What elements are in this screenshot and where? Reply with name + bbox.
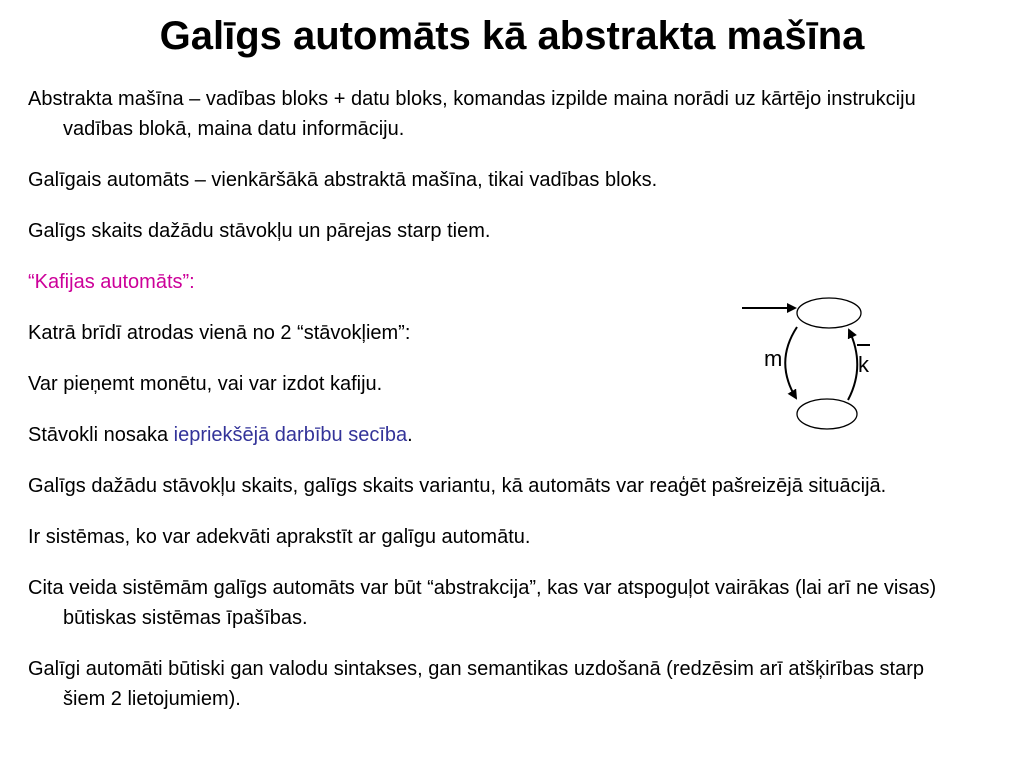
slide-title: Galīgs automāts kā abstrakta mašīna — [159, 14, 865, 58]
highlight-previous-sequence: iepriekšējā darbību secība — [173, 424, 408, 446]
paragraph-states-transitions: Galīgs skaits dažādu stāvokļu un pārejas starp tiem. — [28, 220, 491, 242]
transition-m-arrow — [785, 327, 797, 398]
state-bottom — [797, 399, 857, 429]
paragraph-systems: Ir sistēmas, ko var adekvāti aprakstīt ar galīgu automātu. — [28, 526, 531, 548]
paragraph-accept-coin: Var pieņemt monētu, vai var izdot kafiju. — [28, 373, 383, 395]
transition-k-arrow — [848, 330, 857, 400]
state-top — [797, 298, 861, 328]
paragraph-finite-automaton: Galīgais automāts – vienkāršākā abstraktā mašīna, tikai vadības bloks. — [28, 169, 658, 191]
paragraph-abstraction: Cita veida sistēmām galīgs automāts var būt “abstrakcija”, kas var atspoguļot vairākas (lai arī ne visas) būtiskas sistēmas īpašības. — [28, 577, 937, 629]
paragraph-finite-variants: Galīgs dažādu stāvokļu skaits, galīgs skaits variantu, kā automāts var reaģēt pašreizējā situācijā. — [28, 475, 887, 497]
paragraph-coffee-machine: “Kafijas automāts”: — [28, 271, 195, 293]
paragraph-syntax-semantics: Galīgi automāti būtiski gan valodu sintakses, gan semantikas uzdošanā (redzēsim arī atšķirības starp šiem 2 lietojumiem). — [28, 658, 924, 710]
label-m: m — [764, 346, 783, 371]
label-k: k — [858, 352, 869, 377]
paragraph-abstract-machine: Abstrakta mašīna – vadības bloks + datu bloks, komandas izpilde maina norādi uz kārtējo instrukciju vadības blokā, maina datu informāciju. — [28, 88, 916, 140]
state-diagram — [730, 290, 900, 440]
paragraph-state-prefix: Stāvokli nosaka — [28, 424, 174, 446]
paragraph-two-states: Katrā brīdī atrodas vienā no 2 “stāvokļiem”: — [28, 322, 411, 344]
paragraph-state-suffix: . — [407, 424, 413, 446]
